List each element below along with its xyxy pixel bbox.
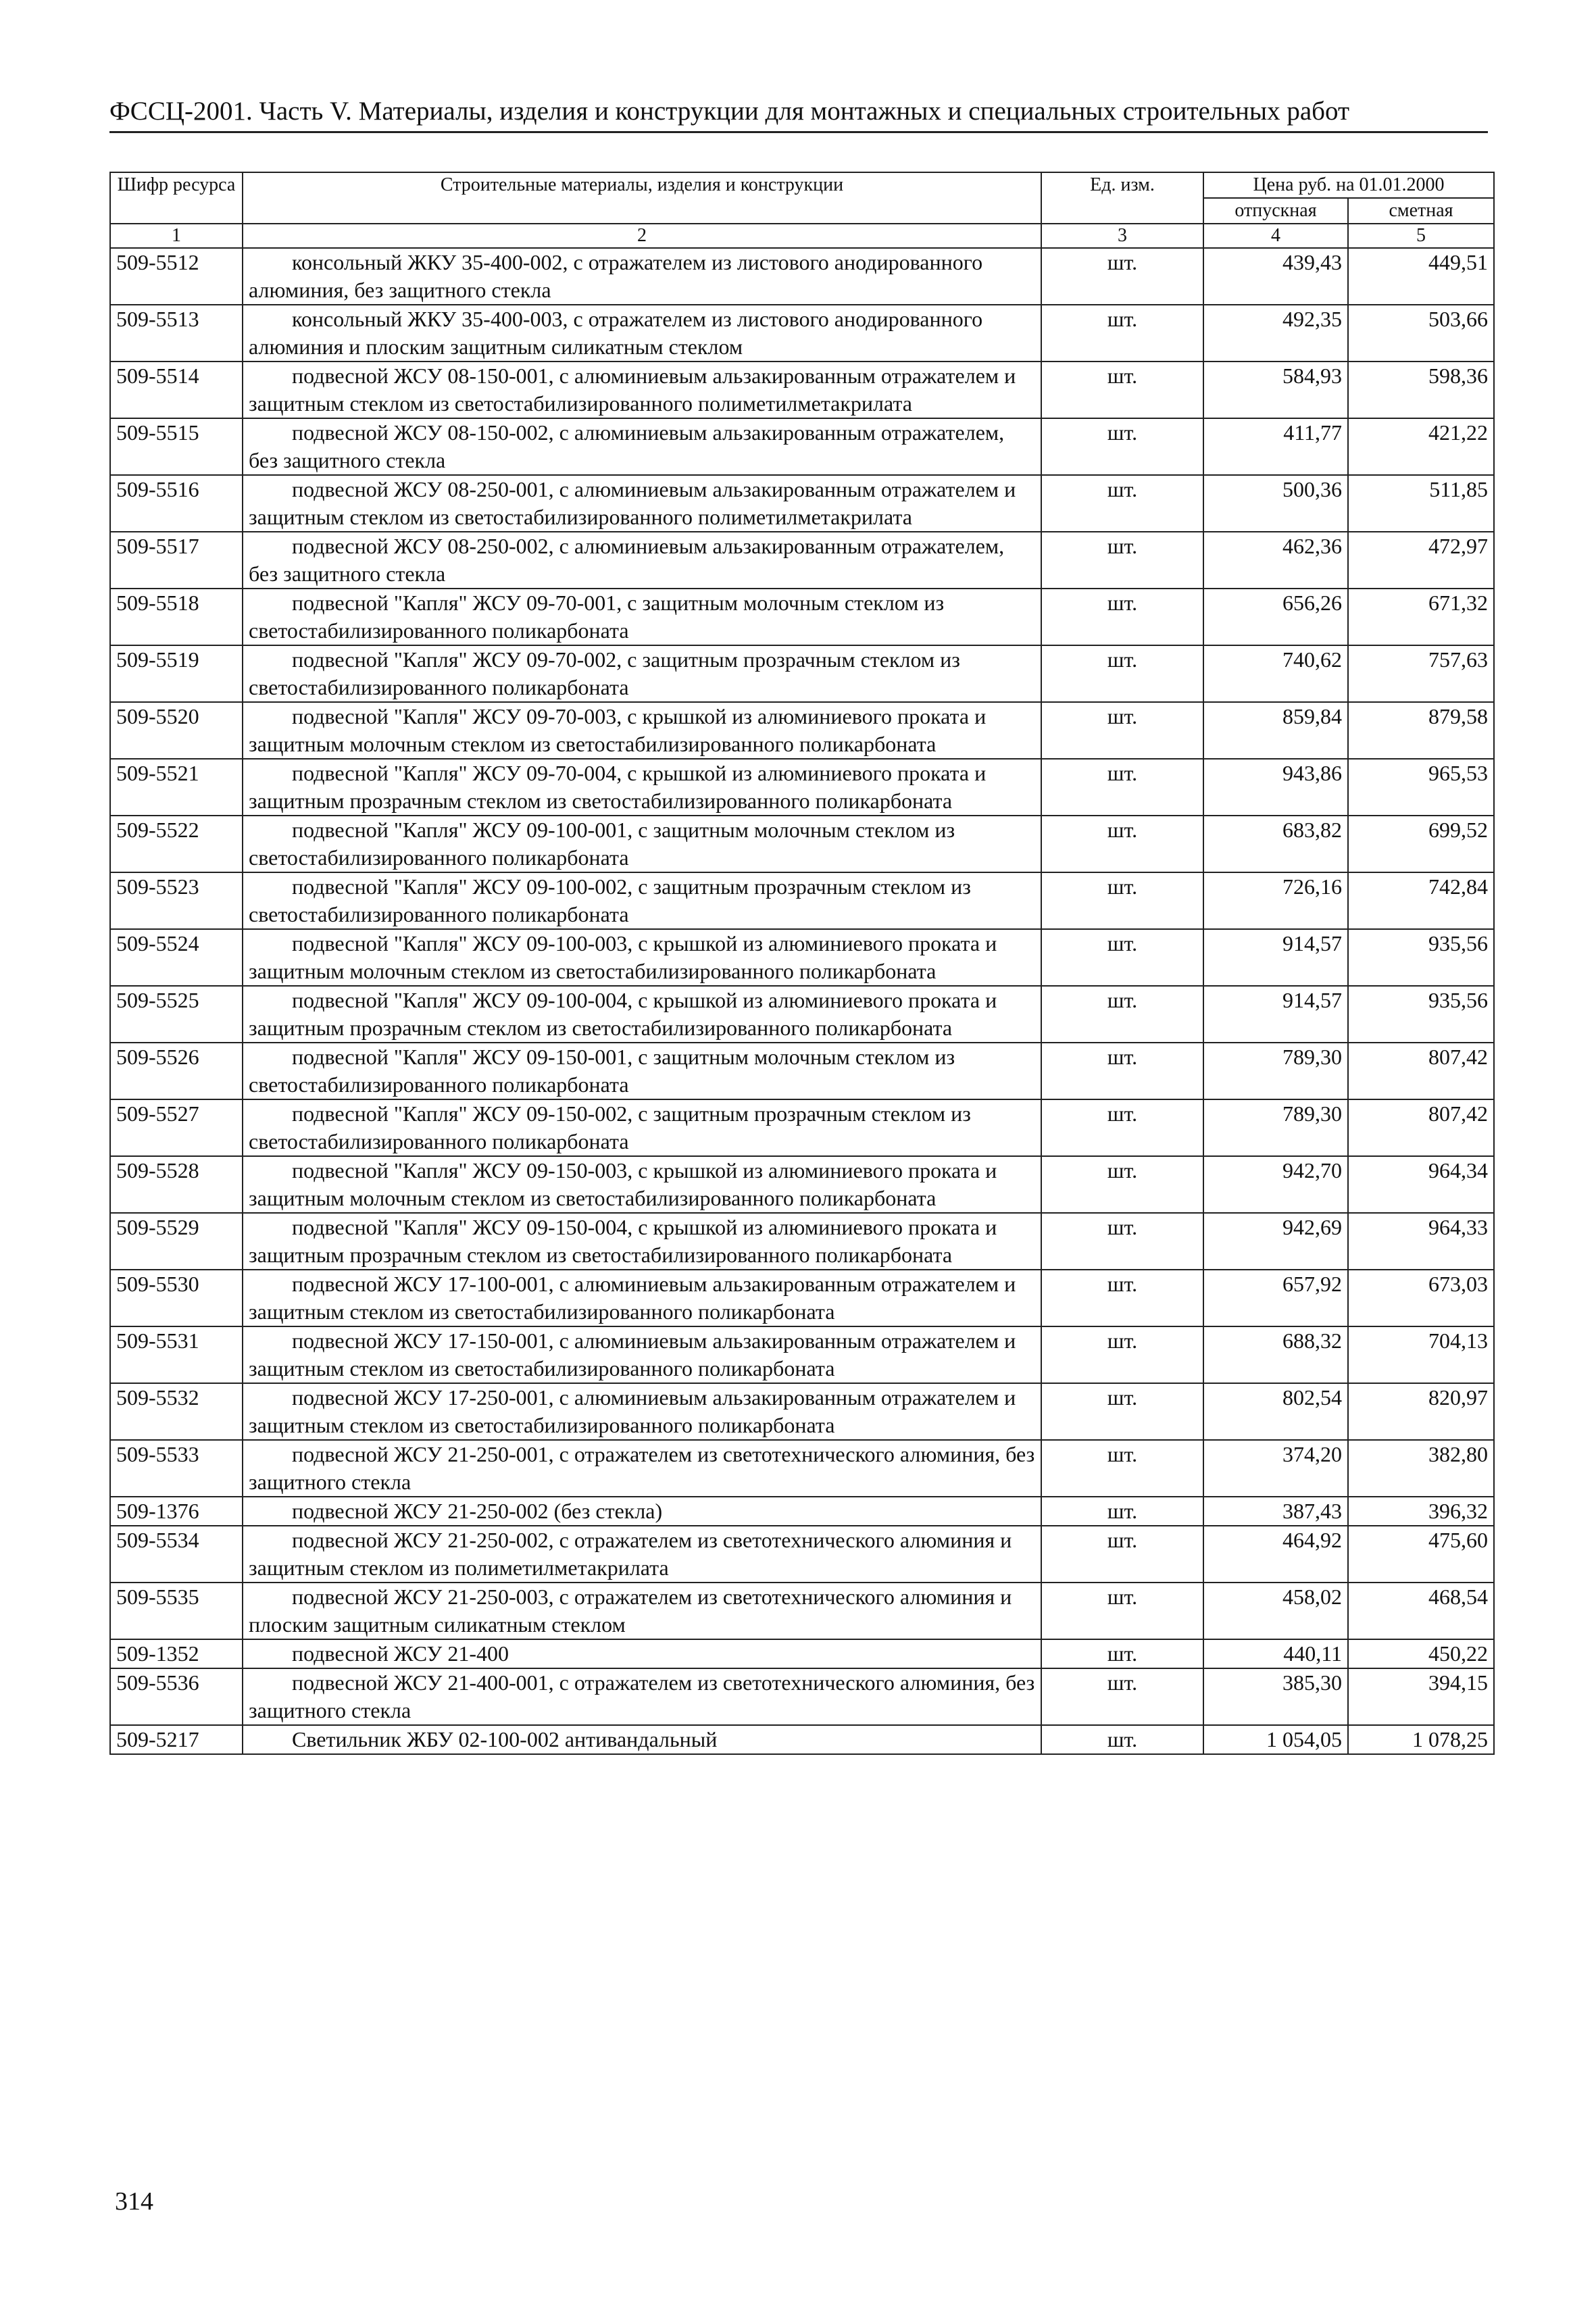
unit-of-measure: шт. [1041, 1043, 1203, 1099]
resource-code: 509-5513 [110, 305, 243, 362]
unit-of-measure: шт. [1041, 1326, 1203, 1383]
material-description [243, 1383, 1041, 1440]
unit-of-measure: шт. [1041, 816, 1203, 872]
estimate-price: 1 078,25 [1348, 1725, 1494, 1754]
material-description [243, 1326, 1041, 1383]
description-text: подвесной ЖСУ 21-250-002 (без стекла) [292, 1499, 663, 1523]
unit-of-measure: шт. [1041, 1526, 1203, 1583]
release-price: 802,54 [1203, 1383, 1348, 1440]
release-price: 374,20 [1203, 1440, 1348, 1497]
material-description [243, 929, 1041, 986]
column-header-price-group: Цена руб. на 01.01.2000 [1203, 172, 1494, 198]
description-text: подвесной "Капля" ЖСУ 09-150-002, с защитным прозрачным стеклом из светостабилизированного поликарбоната [249, 1101, 971, 1153]
table-row [110, 1725, 1494, 1754]
unit-of-measure: шт. [1041, 1583, 1203, 1639]
table-row [110, 1099, 1494, 1156]
table-row [110, 929, 1494, 986]
resource-code: 509-5520 [110, 702, 243, 759]
estimate-price: 382,80 [1348, 1440, 1494, 1497]
resource-code: 509-5517 [110, 532, 243, 589]
description-text: подвесной ЖСУ 21-250-002, с отражателем из светотехнического алюминия и защитным стеклом из полиметилметакрилата [249, 1528, 1012, 1580]
resource-code: 509-5512 [110, 248, 243, 305]
description-text: подвесной "Капля" ЖСУ 09-100-004, с крышкой из алюминиевого проката и защитным прозрачным стеклом из светостабилизированного поликарбоната [249, 988, 997, 1040]
unit-of-measure: шт. [1041, 1099, 1203, 1156]
resource-code: 509-1376 [110, 1497, 243, 1526]
release-price: 789,30 [1203, 1099, 1348, 1156]
unit-of-measure: шт. [1041, 1213, 1203, 1270]
description-text: подвесной "Капля" ЖСУ 09-70-003, с крышкой из алюминиевого проката и защитным молочным стеклом из светостабилизированного поликарбоната [249, 704, 987, 756]
column-number: 5 [1348, 224, 1494, 248]
page-number: 314 [115, 2187, 153, 2216]
description-text: подвесной ЖСУ 08-250-002, с алюминиевым альзакированным отражателем, без защитного стекла [249, 534, 1005, 586]
estimate-price: 820,97 [1348, 1383, 1494, 1440]
unit-of-measure: шт. [1041, 475, 1203, 532]
release-price: 387,43 [1203, 1497, 1348, 1526]
release-price: 584,93 [1203, 362, 1348, 418]
description-text: консольный ЖКУ 35-400-002, с отражателем из листового анодированного алюминия, без защитного стекла [249, 250, 983, 302]
unit-of-measure: шт. [1041, 759, 1203, 816]
release-price: 914,57 [1203, 929, 1348, 986]
release-price: 411,77 [1203, 418, 1348, 475]
unit-of-measure: шт. [1041, 532, 1203, 589]
material-description [243, 1639, 1041, 1668]
resource-code: 509-5528 [110, 1156, 243, 1213]
release-price: 1 054,05 [1203, 1725, 1348, 1754]
description-text: подвесной "Капля" ЖСУ 09-70-002, с защитным прозрачным стеклом из светостабилизированного поликарбоната [249, 647, 960, 699]
estimate-price: 807,42 [1348, 1099, 1494, 1156]
material-description [243, 418, 1041, 475]
table-row [110, 418, 1494, 475]
description-text: подвесной ЖСУ 21-400-001, с отражателем из светотехнического алюминия, без защитного стекла [249, 1670, 1035, 1722]
table-row [110, 816, 1494, 872]
material-description [243, 645, 1041, 702]
price-table [109, 172, 1495, 1755]
unit-of-measure: шт. [1041, 929, 1203, 986]
unit-of-measure: шт. [1041, 305, 1203, 362]
column-number: 1 [110, 224, 243, 248]
material-description [243, 362, 1041, 418]
unit-of-measure: шт. [1041, 362, 1203, 418]
material-description [243, 1668, 1041, 1725]
description-text: подвесной ЖСУ 17-100-001, с алюминиевым альзакированным отражателем и защитным стеклом из светостабилизированного поликарбоната [249, 1272, 1016, 1324]
material-description [243, 1156, 1041, 1213]
resource-code: 509-5529 [110, 1213, 243, 1270]
material-description [243, 475, 1041, 532]
description-text: подвесной "Капля" ЖСУ 09-70-004, с крышкой из алюминиевого проката и защитным прозрачным стеклом из светостабилизированного поликарбоната [249, 761, 987, 813]
material-description [243, 986, 1041, 1043]
estimate-price: 503,66 [1348, 305, 1494, 362]
table-row [110, 1526, 1494, 1583]
resource-code: 509-5515 [110, 418, 243, 475]
release-price: 464,92 [1203, 1526, 1348, 1583]
release-price: 492,35 [1203, 305, 1348, 362]
column-header-name: Строительные материалы, изделия и конструкции [243, 172, 1041, 224]
table-row [110, 759, 1494, 816]
material-description [243, 589, 1041, 645]
table-row [110, 305, 1494, 362]
material-description [243, 1043, 1041, 1099]
resource-code: 509-5530 [110, 1270, 243, 1326]
material-description [243, 1526, 1041, 1583]
description-text: подвесной "Капля" ЖСУ 09-150-003, с крышкой из алюминиевого проката и защитным молочным стеклом из светостабилизированного поликарбоната [249, 1158, 997, 1210]
column-number: 2 [243, 224, 1041, 248]
table-row [110, 1156, 1494, 1213]
unit-of-measure: шт. [1041, 418, 1203, 475]
release-price: 683,82 [1203, 816, 1348, 872]
description-text: подвесной ЖСУ 21-250-003, с отражателем из светотехнического алюминия и плоским защитным силикатным стеклом [249, 1585, 1012, 1637]
unit-of-measure: шт. [1041, 1497, 1203, 1526]
estimate-price: 450,22 [1348, 1639, 1494, 1668]
estimate-price: 421,22 [1348, 418, 1494, 475]
estimate-price: 673,03 [1348, 1270, 1494, 1326]
unit-of-measure: шт. [1041, 248, 1203, 305]
release-price: 440,11 [1203, 1639, 1348, 1668]
description-text: подвесной "Капля" ЖСУ 09-100-001, с защитным молочным стеклом из светостабилизированного поликарбоната [249, 818, 955, 870]
table-row [110, 1668, 1494, 1725]
estimate-price: 598,36 [1348, 362, 1494, 418]
unit-of-measure: шт. [1041, 1156, 1203, 1213]
estimate-price: 475,60 [1348, 1526, 1494, 1583]
estimate-price: 511,85 [1348, 475, 1494, 532]
resource-code: 509-5514 [110, 362, 243, 418]
resource-code: 509-5217 [110, 1725, 243, 1754]
estimate-price: 964,33 [1348, 1213, 1494, 1270]
estimate-price: 742,84 [1348, 872, 1494, 929]
column-header-release-price: отпускная [1203, 198, 1348, 224]
release-price: 914,57 [1203, 986, 1348, 1043]
material-description [243, 1440, 1041, 1497]
table-row [110, 986, 1494, 1043]
resource-code: 509-5525 [110, 986, 243, 1043]
resource-code: 509-5533 [110, 1440, 243, 1497]
table-row [110, 532, 1494, 589]
release-price: 439,43 [1203, 248, 1348, 305]
release-price: 726,16 [1203, 872, 1348, 929]
description-text: подвесной "Капля" ЖСУ 09-150-004, с крышкой из алюминиевого проката и защитным прозрачным стеклом из светостабилизированного поликарбоната [249, 1215, 997, 1267]
release-price: 500,36 [1203, 475, 1348, 532]
page-title: ФССЦ-2001. Часть V. Материалы, изделия и конструкции для монтажных и специальных строительных работ [109, 95, 1488, 133]
material-description [243, 1213, 1041, 1270]
unit-of-measure: шт. [1041, 589, 1203, 645]
column-number: 3 [1041, 224, 1203, 248]
table-row [110, 702, 1494, 759]
description-text: подвесной "Капля" ЖСУ 09-150-001, с защитным молочным стеклом из светостабилизированного поликарбоната [249, 1045, 955, 1097]
description-text: подвесной ЖСУ 21-400 [292, 1641, 509, 1666]
material-description [243, 702, 1041, 759]
description-text: подвесной ЖСУ 08-150-001, с алюминиевым альзакированным отражателем и защитным стеклом из светостабилизированного полиметилметакрилата [249, 364, 1016, 416]
table-row [110, 1497, 1494, 1526]
unit-of-measure: шт. [1041, 1639, 1203, 1668]
estimate-price: 935,56 [1348, 929, 1494, 986]
material-description [243, 1270, 1041, 1326]
table-row [110, 362, 1494, 418]
description-text: подвесной ЖСУ 17-250-001, с алюминиевым альзакированным отражателем и защитным стеклом из светостабилизированного поликарбоната [249, 1385, 1016, 1437]
column-header-unit: Ед. изм. [1041, 172, 1203, 224]
unit-of-measure: шт. [1041, 1270, 1203, 1326]
resource-code: 509-5519 [110, 645, 243, 702]
estimate-price: 935,56 [1348, 986, 1494, 1043]
material-description [243, 872, 1041, 929]
table-row [110, 1440, 1494, 1497]
description-text: подвесной ЖСУ 08-250-001, с алюминиевым альзакированным отражателем и защитным стеклом из светостабилизированного полиметилметакрилата [249, 477, 1016, 529]
release-price: 740,62 [1203, 645, 1348, 702]
unit-of-measure: шт. [1041, 1383, 1203, 1440]
resource-code: 509-5523 [110, 872, 243, 929]
release-price: 458,02 [1203, 1583, 1348, 1639]
estimate-price: 472,97 [1348, 532, 1494, 589]
release-price: 656,26 [1203, 589, 1348, 645]
description-text: подвесной "Капля" ЖСУ 09-100-003, с крышкой из алюминиевого проката и защитным молочным стеклом из светостабилизированного поликарбоната [249, 931, 997, 983]
table-row [110, 1583, 1494, 1639]
unit-of-measure: шт. [1041, 702, 1203, 759]
column-number: 4 [1203, 224, 1348, 248]
release-price: 943,86 [1203, 759, 1348, 816]
resource-code: 509-5524 [110, 929, 243, 986]
material-description [243, 1497, 1041, 1526]
estimate-price: 699,52 [1348, 816, 1494, 872]
release-price: 942,70 [1203, 1156, 1348, 1213]
unit-of-measure: шт. [1041, 986, 1203, 1043]
table-row [110, 1383, 1494, 1440]
table-row [110, 475, 1494, 532]
unit-of-measure: шт. [1041, 872, 1203, 929]
table-row [110, 1213, 1494, 1270]
description-text: Светильник ЖБУ 02-100-002 антивандальный [292, 1727, 718, 1751]
resource-code: 509-5536 [110, 1668, 243, 1725]
estimate-price: 879,58 [1348, 702, 1494, 759]
unit-of-measure: шт. [1041, 1668, 1203, 1725]
release-price: 462,36 [1203, 532, 1348, 589]
resource-code: 509-1352 [110, 1639, 243, 1668]
description-text: консольный ЖКУ 35-400-003, с отражателем из листового анодированного алюминия и плоским защитным силикатным стеклом [249, 307, 983, 359]
resource-code: 509-5527 [110, 1099, 243, 1156]
description-text: подвесной ЖСУ 17-150-001, с алюминиевым альзакированным отражателем и защитным стеклом из светостабилизированного поликарбоната [249, 1328, 1016, 1380]
estimate-price: 394,15 [1348, 1668, 1494, 1725]
estimate-price: 964,34 [1348, 1156, 1494, 1213]
unit-of-measure: шт. [1041, 1440, 1203, 1497]
resource-code: 509-5516 [110, 475, 243, 532]
resource-code: 509-5526 [110, 1043, 243, 1099]
release-price: 789,30 [1203, 1043, 1348, 1099]
estimate-price: 396,32 [1348, 1497, 1494, 1526]
unit-of-measure: шт. [1041, 1725, 1203, 1754]
resource-code: 509-5521 [110, 759, 243, 816]
table-row [110, 1639, 1494, 1668]
resource-code: 509-5531 [110, 1326, 243, 1383]
table-row [110, 589, 1494, 645]
material-description [243, 532, 1041, 589]
release-price: 859,84 [1203, 702, 1348, 759]
unit-of-measure: шт. [1041, 645, 1203, 702]
resource-code: 509-5534 [110, 1526, 243, 1583]
estimate-price: 807,42 [1348, 1043, 1494, 1099]
material-description [243, 1583, 1041, 1639]
description-text: подвесной "Капля" ЖСУ 09-70-001, с защитным молочным стеклом из светостабилизированного поликарбоната [249, 591, 945, 643]
table-row [110, 1326, 1494, 1383]
release-price: 385,30 [1203, 1668, 1348, 1725]
table-row [110, 1270, 1494, 1326]
description-text: подвесной ЖСУ 08-150-002, с алюминиевым альзакированным отражателем, без защитного стекла [249, 420, 1005, 472]
column-header-estimate-price: сметная [1348, 198, 1494, 224]
resource-code: 509-5535 [110, 1583, 243, 1639]
table-row [110, 645, 1494, 702]
material-description [243, 1725, 1041, 1754]
resource-code: 509-5522 [110, 816, 243, 872]
estimate-price: 671,32 [1348, 589, 1494, 645]
estimate-price: 449,51 [1348, 248, 1494, 305]
resource-code: 509-5518 [110, 589, 243, 645]
release-price: 657,92 [1203, 1270, 1348, 1326]
estimate-price: 468,54 [1348, 1583, 1494, 1639]
material-description [243, 759, 1041, 816]
estimate-price: 704,13 [1348, 1326, 1494, 1383]
release-price: 942,69 [1203, 1213, 1348, 1270]
estimate-price: 965,53 [1348, 759, 1494, 816]
material-description [243, 816, 1041, 872]
column-header-code: Шифр ресурса [110, 172, 243, 224]
table-row [110, 872, 1494, 929]
material-description [243, 248, 1041, 305]
material-description [243, 305, 1041, 362]
table-row [110, 248, 1494, 305]
table-row [110, 1043, 1494, 1099]
release-price: 688,32 [1203, 1326, 1348, 1383]
description-text: подвесной "Капля" ЖСУ 09-100-002, с защитным прозрачным стеклом из светостабилизированного поликарбоната [249, 874, 971, 926]
estimate-price: 757,63 [1348, 645, 1494, 702]
resource-code: 509-5532 [110, 1383, 243, 1440]
description-text: подвесной ЖСУ 21-250-001, с отражателем из светотехнического алюминия, без защитного стекла [249, 1442, 1035, 1494]
material-description [243, 1099, 1041, 1156]
